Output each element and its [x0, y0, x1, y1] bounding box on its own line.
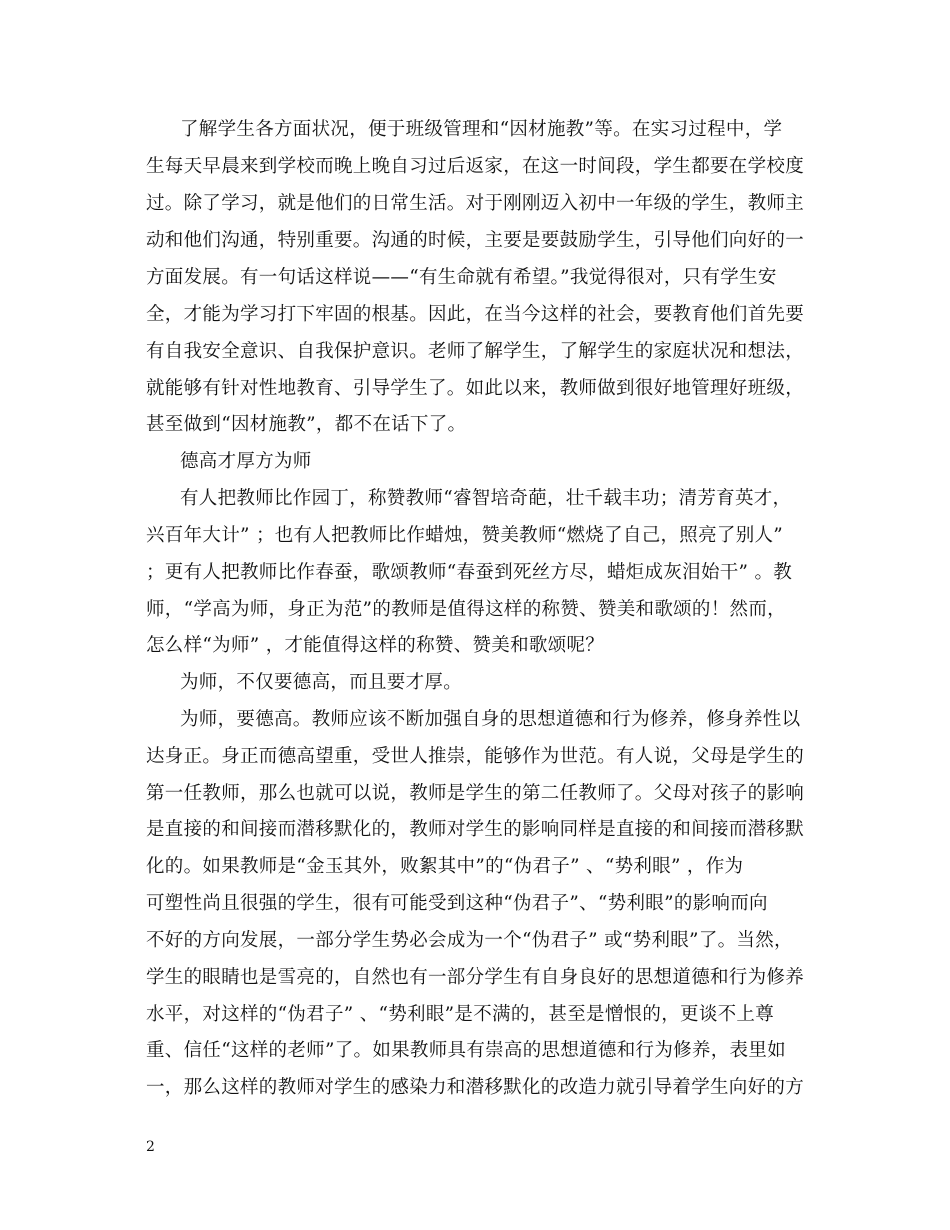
- text-line: 生每天早晨来到学校而晚上晚自习过后返家，在这一时间段，学生都要在学校度: [146, 156, 805, 177]
- text-line: ；更有人把教师比作春蚕，歌颂教师“春蚕到死丝方尽，蜡炬成灰泪始干” 。教: [146, 562, 793, 583]
- text-line: 师，“学高为师，身正为范”的教师是值得这样的称赞、赞美和歌颂的！然而，: [146, 599, 786, 620]
- text-line: 一，那么这样的教师对学生的感染力和潜移默化的改造力就引导着学生向好的方: [146, 1077, 805, 1098]
- section-heading: 德高才厚方为师: [180, 451, 312, 472]
- text-line: 有人把教师比作园丁，称赞教师“睿智培奇葩，壮千载丰功；清芳育英才，: [180, 488, 792, 509]
- text-line: 方面发展。有一句话这样说——“有生命就有希望。”我觉得很对，只有学生安: [146, 267, 777, 288]
- text-line: 是直接的和间接而潜移默化的，教师对学生的影响同样是直接的和间接而潜移默: [146, 819, 805, 840]
- text-line: 可塑性尚且很强的学生，很有可能受到这种“伪君子”、“势利眼”的影响而向: [146, 893, 768, 914]
- text-line: 怎么样“为师” ，才能值得这样的称赞、赞美和歌颂呢？: [146, 635, 605, 656]
- text-line: 重、信任“这样的老师”了。如果教师具有崇高的思想道德和行为修养，表里如: [146, 1040, 786, 1061]
- text-line: 全，才能为学习打下牢固的根基。因此，在当今这样的社会，要教育他们首先要: [146, 304, 805, 325]
- text-line: 化的。如果教师是“金玉其外，败絮其中”的“伪君子” 、“势利眼” ，作为: [146, 856, 744, 877]
- text-line: 兴百年大计” ；也有人把教师比作蜡烛，赞美教师“燃烧了自己，照亮了别人”: [146, 525, 784, 546]
- text-line: 过。除了学习，就是他们的日常生活。对于刚刚迈入初中一年级的学生，教师主: [146, 193, 805, 214]
- text-line: 有自我安全意识、自我保护意识。老师了解学生，了解学生的家庭状况和想法，: [146, 341, 805, 362]
- text-line: 就能够有针对性地教育、引导学生了。如此以来，教师做到很好地管理好班级，: [146, 378, 805, 399]
- text-line: 为师，要德高。教师应该不断加强自身的思想道德和行为修养，修身养性以: [180, 709, 801, 730]
- text-line: 甚至做到“因材施教”，都不在话下了。: [146, 414, 467, 435]
- text-line: 学生的眼睛也是雪亮的，自然也有一部分学生有自身良好的思想道德和行为修养: [146, 967, 805, 988]
- text-line: 不好的方向发展，一部分学生势必会成为一个“伪君子” 或“势利眼”了。当然，: [146, 930, 793, 951]
- text-line: 了解学生各方面状况，便于班级管理和“因材施教”等。在实习过程中，学: [180, 119, 783, 140]
- text-line: 动和他们沟通，特别重要。沟通的时候，主要是要鼓励学生，引导他们向好的一: [146, 230, 805, 251]
- page-number: 2: [146, 1139, 155, 1155]
- text-line: 第一任教师，那么也就可以说，教师是学生的第二任教师了。父母对孩子的影响: [146, 783, 805, 804]
- text-line: 水平，对这样的“伪君子” 、“势利眼”是不满的，甚至是憎恨的，更谈不上尊: [146, 1004, 775, 1025]
- text-line: 为师，不仅要德高，而且要才厚。: [180, 672, 463, 693]
- text-line: 达身正。身正而德高望重，受世人推崇，能够作为世范。有人说，父母是学生的: [146, 746, 805, 767]
